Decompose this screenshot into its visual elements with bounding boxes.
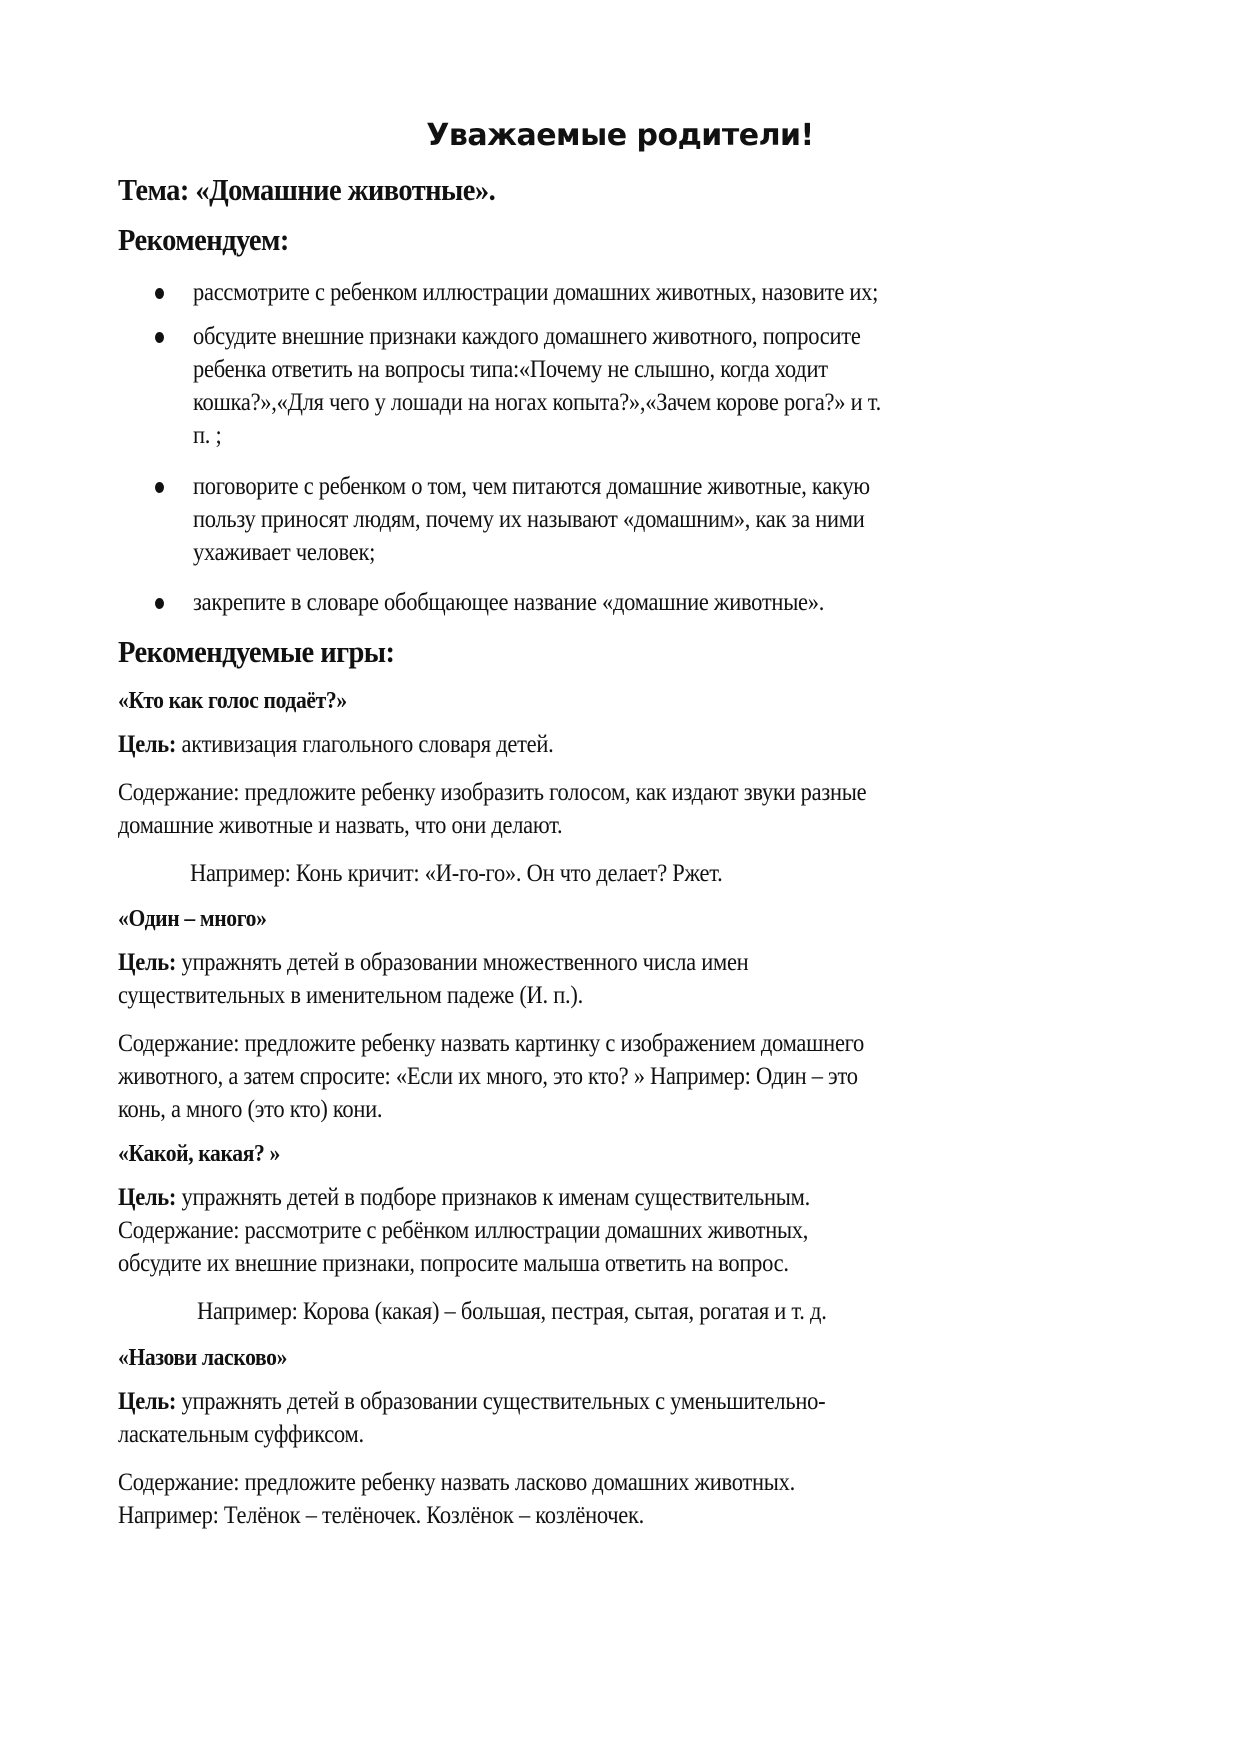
- recommend-heading: Рекомендуем:: [118, 222, 289, 257]
- bullet-icon: [155, 332, 164, 343]
- topic-heading: Тема: «Домашние животные».: [118, 172, 496, 207]
- game-goal: Цель: упражнять детей в образовании множественного числа имен: [118, 949, 749, 976]
- game-content: Например: Телёнок – телёночек. Козлёнок – козлёночек.: [118, 1502, 645, 1529]
- game-title: «Кто как голос подаёт?»: [118, 688, 347, 714]
- bullet-icon: [155, 598, 164, 609]
- bullet-icon: [155, 482, 164, 493]
- games-heading: Рекомендуемые игры:: [118, 634, 395, 669]
- document-page: Уважаемые родители! Тема: «Домашние животные». Рекомендуем: рассмотрите с ребенком иллюстрации домашних животных, назовите их; обсудите внешние признаки каждого домашнего животного, попросите ребенка ответить на вопросы типа:«Почему не слышно, когда ходит кошка?»,«Для чего у лошади на ногах копыта?»,«Зачем корове рога?» и т. п. ; поговорите с ребенком о том, чем питаются домашние животные, какую пользу приносят людям, почему их называют «домашним», как за ними ухаживает человек; закрепите в словаре обобщающее название «домашние животные». Рекомендуемые игры: «Кто как голос подаёт?» Цель: активизация глагольного словаря детей. Содержание: предложите ребенку изобразить голосом, как издают звуки разные домашние животные и назвать, что они делают. Например: Конь кричит: «И-го-го». Он что делает? Ржет. «Один – много» Цель: упражнять детей в образовании множественного числа имен существительных в именительном падеже (И. п.). Содержание: предложите ребенку назвать картинку с изображением домашнего животного, а затем спросите: «Если их много, это кто? » Например: Один – это конь, а много (это кто) кони. «Какой, какая? » Цель: упражнять детей в подборе признаков к именам существительным. Содержание: рассмотрите с ребёнком иллюстрации домашних животных, обсудите их внешние признаки, попросите малыша ответить на вопрос. Например: Корова (какая) – большая, пестрая, сытая, рогатая и т. д. «Назови ласково» Цель: упражнять детей в образовании существительных с уменьшительно- ласкательным суффиксом. Содержание: предложите ребенку назвать ласково домашних животных. Например: Телёнок – телёночек. Козлёнок – козлёночек.: [0, 0, 1240, 1754]
- game-title: «Какой, какая? »: [118, 1141, 280, 1167]
- game-goal: Цель: упражнять детей в подборе признаков к именам существительным.: [118, 1184, 810, 1211]
- game-title: «Один – много»: [118, 906, 267, 932]
- game-title: «Назови ласково»: [118, 1345, 288, 1371]
- game-content: Содержание: предложите ребенку назвать ласково домашних животных.: [118, 1469, 795, 1496]
- game-content: Содержание: предложите ребенку изобразить голосом, как издают звуки разные: [118, 779, 867, 806]
- game-goal: ласкательным суффиксом.: [118, 1421, 364, 1448]
- game-content: Содержание: предложите ребенку назвать картинку с изображением домашнего: [118, 1030, 865, 1057]
- game-example: Например: Конь кричит: «И-го-го». Он что делает? Ржет.: [190, 860, 723, 887]
- page-title: Уважаемые родители!: [426, 118, 814, 153]
- game-content: обсудите их внешние признаки, попросите малыша ответить на вопрос.: [118, 1250, 789, 1277]
- game-content: Содержание: рассмотрите с ребёнком иллюстрации домашних животных,: [118, 1217, 809, 1244]
- game-goal: Цель: упражнять детей в образовании существительных с уменьшительно-: [118, 1388, 826, 1415]
- game-content: конь, а много (это кто) кони.: [118, 1096, 383, 1123]
- game-goal: существительных в именительном падеже (И. п.).: [118, 982, 583, 1009]
- game-goal: Цель: активизация глагольного словаря детей.: [118, 731, 554, 758]
- bullet-icon: [155, 288, 164, 299]
- game-example: Например: Корова (какая) – большая, пестрая, сытая, рогатая и т. д.: [197, 1298, 827, 1325]
- game-content: животного, а затем спросите: «Если их много, это кто? » Например: Один – это: [118, 1063, 858, 1090]
- game-content: домашние животные и назвать, что они делают.: [118, 812, 563, 839]
